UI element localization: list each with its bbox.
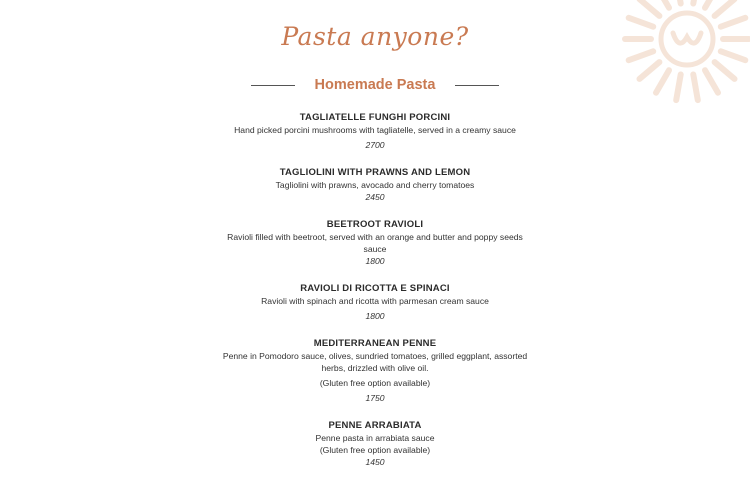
sun-ray [705, 0, 718, 8]
item-description: Tagliolini with prawns, avocado and cherry tomatoes [275, 180, 475, 190]
item-price: 2700 [365, 140, 385, 150]
item-description: Penne in Pomodoro sauce, olives, sundried tomatoes, grilled eggplant, assorted herbs, drizzled with olive oil. [222, 351, 528, 373]
menu-item [0, 337, 750, 404]
item-price: 1450 [365, 457, 385, 467]
item-name: TAGLIATELLE FUNGHI PORCINI [299, 112, 451, 123]
item-description: Ravioli with spinach and ricotta with parmesan cream sauce [261, 296, 489, 306]
sun-ray [640, 0, 660, 16]
sun-logo-icon [592, 0, 750, 124]
item-description: Hand picked porcini mushrooms with tagliatelle, served in a creamy sauce [234, 125, 516, 135]
page-title: Pasta anyone? [281, 22, 469, 51]
menu-item [0, 282, 750, 322]
divider-left [251, 85, 295, 86]
item-description: Penne pasta in arrabiata sauce [315, 433, 435, 443]
item-price: 1800 [365, 256, 385, 266]
menu-item [0, 419, 750, 468]
item-price: 1750 [365, 393, 385, 403]
section-title: Homemade Pasta [314, 77, 436, 93]
item-name: RAVIOLI DI RICOTTA E SPINACI [300, 283, 450, 294]
item-note: (Gluten free option available) [319, 445, 431, 455]
item-description: Ravioli filled with beetroot, served with an orange and butter and poppy seeds sauce [227, 232, 523, 254]
menu-item [0, 218, 750, 267]
sun-ray [721, 51, 746, 60]
item-price: 2450 [365, 192, 385, 202]
menu-item [0, 111, 750, 151]
sun-ray [693, 0, 698, 4]
sun-ray [656, 0, 669, 8]
item-price: 1800 [365, 311, 385, 321]
menu-item [0, 166, 750, 203]
item-name: PENNE ARRABIATA [328, 420, 422, 431]
item-name: BEETROOT RAVIOLI [326, 219, 424, 230]
item-name: TAGLIOLINI WITH PRAWNS AND LEMON [279, 167, 471, 178]
sun-ray [629, 51, 654, 60]
sun-ray [676, 0, 681, 4]
menu-list [0, 111, 750, 483]
section-header [0, 77, 750, 93]
item-note: (Gluten free option available) [319, 378, 431, 388]
divider-right [455, 85, 499, 86]
item-name: MEDITERRANEAN PENNE [313, 338, 437, 349]
sun-ray [715, 0, 735, 16]
